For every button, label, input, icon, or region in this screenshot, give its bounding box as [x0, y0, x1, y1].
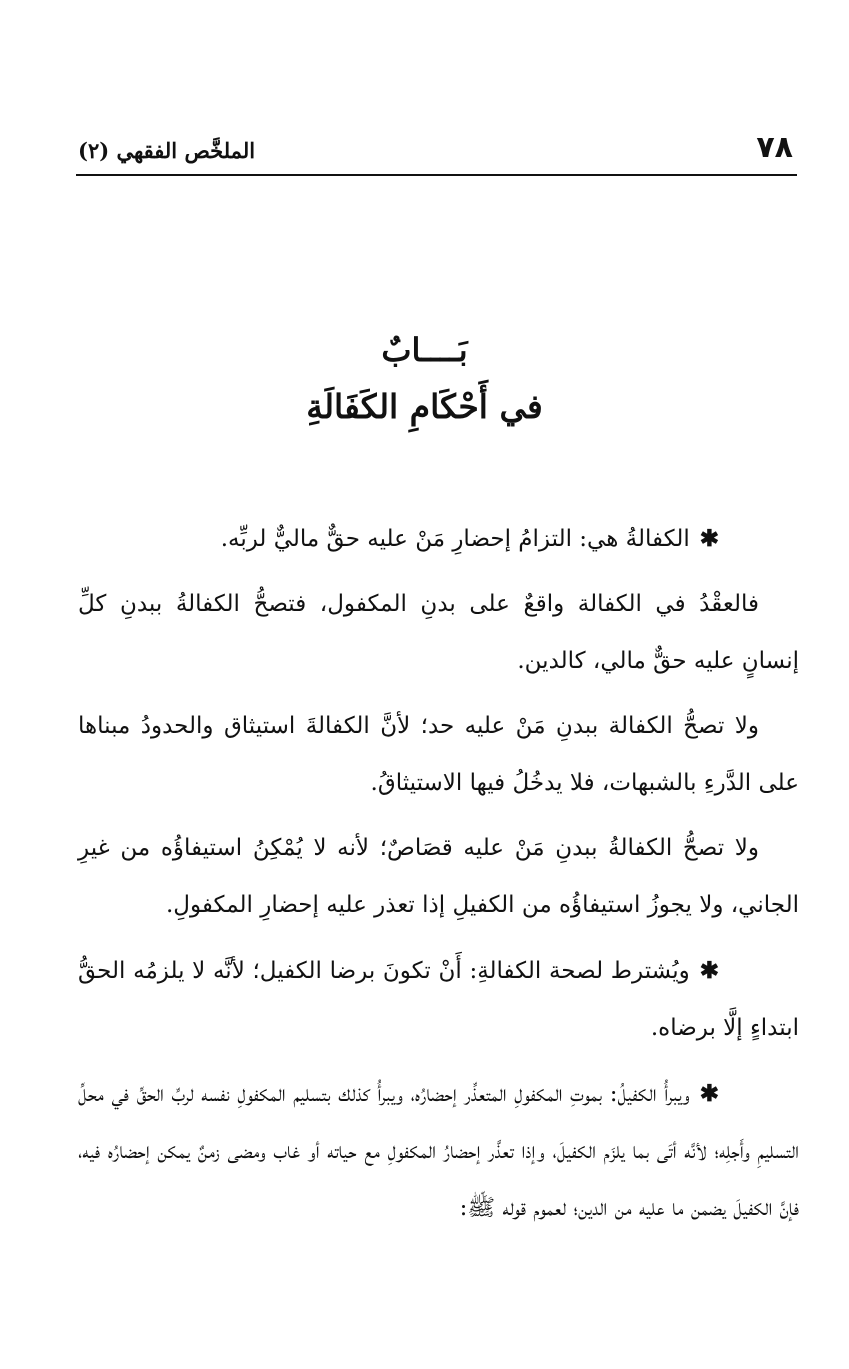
bullet-star-icon: ✱	[699, 1080, 719, 1107]
paragraph	[78, 820, 799, 934]
paragraph	[78, 942, 799, 1057]
page-number: ٧٨	[756, 130, 793, 165]
paragraph	[78, 510, 799, 568]
paragraph-text: فالعقْدُ في الكفالة واقعٌ على بدنِ المكفول، فتصحُّ الكفالةُ ببدنِ كلِّ إنسانٍ عليه حقٌّ مالي، كالدين.	[78, 591, 799, 674]
page-header	[76, 128, 797, 176]
chapter-label: بَــــابٌ	[381, 331, 468, 369]
paragraph-text: ويبرأُ الكفيلُ: بموتِ المكفولِ المتعذِّر إحضارُه، ويبرأُ كذلك بتسليم المكفولِ نفسه لربِّ الحقِّ في محلِّ التسليمِ وأَجلِه؛ لأنَّه أتَى بما يلزَم الكفيلَ، وإذا تعذَّر إحضارُ المكفولِ مع حياته أو غاب ومضى زمنٌ يمكن إحضارُه فيه، فإنَّ الكفيلَ يضمن ما عليه من الدين؛ لعموم قوله ﷺ:	[78, 1081, 799, 1221]
chapter-title: في أَحْكَامِ الكَفَالَةِ	[306, 387, 543, 426]
bullet-star-icon: ✱	[699, 957, 719, 984]
paragraph	[78, 576, 799, 690]
body-text	[78, 510, 799, 1245]
paragraph	[78, 698, 799, 812]
running-title: الملخَّص الفقهي (٢)	[78, 138, 256, 163]
bullet-star-icon: ✱	[699, 525, 719, 552]
chapter-heading	[0, 322, 849, 436]
paragraph-text: ويُشترط لصحة الكفالةِ: أَنْ تكونَ برضا الكفيل؛ لأنَّه لا يلزمُه الحقُّ ابتداءٍ إلَّا برضاه.	[78, 958, 799, 1041]
paragraph-text: الكفالةُ هي: التزامُ إحضارِ مَنْ عليه حقٌّ ماليٌّ لربِّه.	[220, 526, 690, 552]
paragraph-text: ولا تصحُّ الكفالة ببدنِ مَنْ عليه حد؛ لأنَّ الكفالةَ استيثاق والحدودُ مبناها على الدَّرءِ بالشبهات، فلا يدخُلُ فيها الاستيثاقُ.	[78, 713, 799, 796]
paragraph-text: ولا تصحُّ الكفالةُ ببدنِ مَنْ عليه قصَاصٌ؛ لأنه لا يُمْكِنُ استيفاؤُه من غيرِ الجاني، ولا يجوزُ استيفاؤُه من الكفيلِ إذا تعذر عليه إحضارِ المكفولِ.	[78, 835, 799, 918]
paragraph	[78, 1065, 799, 1237]
